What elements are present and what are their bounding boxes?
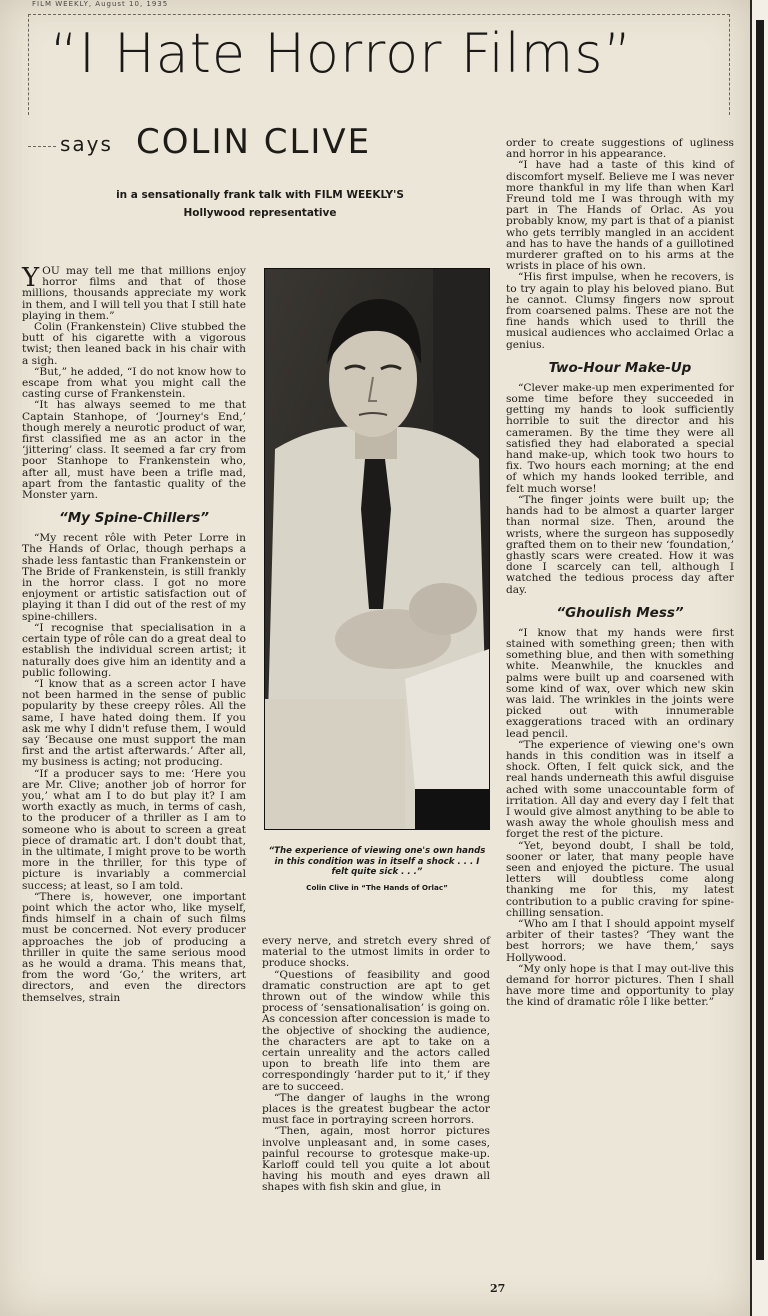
paragraph: “If a producer says to me: ‘Here you are Mr. Clive; another job of horror for you,’ what am I to do but play it? I am worth exactly as much, in terms of cash, to the producer of a thriller as I am to someone who is about to screen a great piece of dramatic art. I don't doubt that, in the ultimate, I might prove to be worth more in the thriller, for this type of picture is invariably a commercial success; at least, so I am told.: [22, 767, 246, 892]
section-heading: “My Spine-Chillers”: [59, 510, 209, 527]
paragraph: [22, 263, 246, 322]
running-head: FILM WEEKLY, August 10, 1935: [32, 0, 169, 8]
paragraph: “I have had a taste of this kind of discomfort myself. Believe me I was never more thankful in my life than when Karl Freund told me I was through with my part in The Hands of Orlac. As you probably know, my part is that of a pianist who gets terribly mangled in an accident and has to have the hands of a guillotined murderer grafted on to his arms at the wrists in place of his own.: [506, 159, 734, 273]
adjacent-page-edge: [750, 0, 768, 1316]
subheading: [80, 186, 440, 222]
byline-rule: [28, 146, 56, 147]
photo-illustration: [265, 269, 489, 829]
paragraph: “I know that my hands were first stained with something green; then with something blue, and then with something white. Meanwhile, the knuckles and palms were built up and coarsened with some kind of wax, over which new skin was laid. The wrinkles in the joints were picked out with innumerable exaggerations traced with an ordinary lead pencil.: [506, 626, 734, 740]
photo-caption: [268, 846, 486, 893]
paragraph: “His first impulse, when he recovers, is to try again to play his beloved piano. But he cannot. Clumsy fingers now sprout from coarsened palms. These are not the fine hands which used to thrill the musical audiences who acclaimed Orlac a genius.: [506, 271, 734, 351]
byline-name: COLIN CLIVE: [136, 122, 372, 162]
section-heading: “Ghoulish Mess”: [556, 604, 684, 621]
paragraph: “The finger joints were built up; the hands had to be almost a quarter larger than normal size. Then, around the wrists, where the surgeon has supposedly grafted them on to their new ‘foundation,’ ghastly scars were created. How it was done I scarcely can tell, although I watched the tedious process day after day.: [506, 493, 734, 596]
paragraph: “There is, however, one important point which the actor who, like myself, finds himself in a chain of such films must be concerned. Not every producer approaches the job of producing a thriller in quite the same serious mood as he would a drama. This means that, from the word ‘Go,’ the writers, art directors, and even the directors themselves, strain: [22, 890, 246, 1004]
paragraph: “The danger of laughs in the wrong places is the greatest bugbear the actor must face in portraying screen horrors.: [262, 1091, 490, 1127]
column-3: [506, 138, 734, 1009]
paragraph: “It has always seemed to me that Captain Stanhope, of ‘Journey's End,’ though merely a neurotic product of war, first classified me as an actor in the ‘jittering’ class. It seemed a far cry from poor Stanhope to Frankenstein who, after all, must have been a trifle mad, apart from the fantastic quality of the Monster yarn.: [22, 399, 246, 502]
paragraph: Colin (Frankenstein) Clive stubbed the butt of his cigarette with a vigorous twist; then leaned back in his chair with a sigh.: [22, 321, 246, 367]
paragraph: every nerve, and stretch every shred of material to the utmost limits in order to produce shocks.: [262, 935, 490, 970]
paragraph: “Questions of feasibility and good dramatic construction are apt to get thrown out of the window while this process of ‘sensationalisation’ is going on. As concession after concession is made to the objective of shocking the audience, the characters are apt to take on a certain unreality and the actors called upon to breath life into them are correspondingly ‘harder put to it,’ if they are to succeed.: [262, 968, 490, 1093]
byline-says: says: [60, 132, 113, 156]
column-2: [262, 936, 490, 1194]
paragraph: “My recent rôle with Peter Lorre in The Hands of Orlac, though perhaps a shade less fantastic than Frankenstein or The Bride of Frankenstein, is still frankly in the horror class. I got no more enjoyment or artistic satisfaction out of playing it than I did out of the rest of my spine-chillers.: [22, 532, 246, 623]
section-heading: Two-Hour Make-Up: [548, 359, 692, 376]
caption-text: “The experience of viewing one's own hands in this condition was in itself a shock . . . I felt quite sick . . .”: [268, 846, 486, 877]
paragraph: “But,” he added, “I do not know how to escape from what you might call the casting curse of Frankenstein.: [22, 365, 246, 401]
page-edge-strip: [756, 20, 764, 1260]
portrait-photo: [264, 268, 490, 830]
paragraph: “I know that as a screen actor I have not been harmed in the sense of public popularity by these creepy rôles. All the same, I have hated doing them. If you ask me why I didn't refuse them, I would say ‘Because one must support the man first and the artist afterwards.’ After all, my business is acting; not producing.: [22, 677, 246, 769]
subheading-line-1: in a sensationally frank talk with FILM WEEKLY'S: [116, 189, 404, 201]
column-1: [22, 263, 246, 1004]
subheading-line-2: Hollywood representative: [183, 207, 337, 219]
paragraph: order to create suggestions of ugliness and horror in his appearance.: [506, 137, 734, 161]
paragraph: “Clever make-up men experimented for some time before they succeeded in getting my hands to look sufficiently horrible to suit the director and his cameramen. By the time they were all satisfied they had elaborated a special hand make-up, which took two hours to fix. Two hours each morning; at the end of which my hands looked terrible, and felt much worse!: [506, 381, 734, 495]
paragraph-text: OU may tell me that millions enjoy horror films and that of those millions, thousands appreciate my work in them, and I will tell you that I still hate playing in them.”: [22, 265, 246, 322]
paragraph: “Yet, beyond doubt, I shall be told, sooner or later, that many people have seen and enjoyed the picture. The usual letters will doubtless come along thanking me for this, my latest contribution to a public craving for spine-chilling sensation.: [506, 839, 734, 919]
paragraph: “The experience of viewing one's own hands in this condition was in itself a shock. Often, I felt quick sick, and the real hands underneath this awful disguise ached with some unaccountable form of irritation. All day and every day I felt that I would give almost anything to be able to wash away the whole ghoulish mess and forget the rest of the picture.: [506, 738, 734, 841]
paragraph: “Then, again, most horror pictures involve unpleasant and, in some cases, painful recourse to grotesque make-up. Karloff could tell you quite a lot about having his mouth and eyes drawn all shapes with fish skin and glue, in: [262, 1125, 490, 1194]
paragraph: “Who am I that I should appoint myself arbiter of their tastes? ‘They want the best horrors; we have them,’ says Hollywood.: [506, 918, 734, 964]
drop-cap: Y: [22, 263, 40, 293]
paragraph: “My only hope is that I may out-live this demand for horror pictures. Then I shall have more time and opportunity to play the kind of dramatic rôle I like better.”: [506, 962, 734, 1009]
page-title: “I Hate Horror Films”: [50, 22, 633, 85]
paragraph: “I recognise that specialisation in a certain type of rôle can do a great deal to establish the individual screen artist; it naturally does give him an identity and a public following.: [22, 621, 246, 679]
page-number: 27: [490, 1282, 506, 1295]
caption-credit: Colin Clive in “The Hands of Orlac”: [306, 882, 448, 892]
